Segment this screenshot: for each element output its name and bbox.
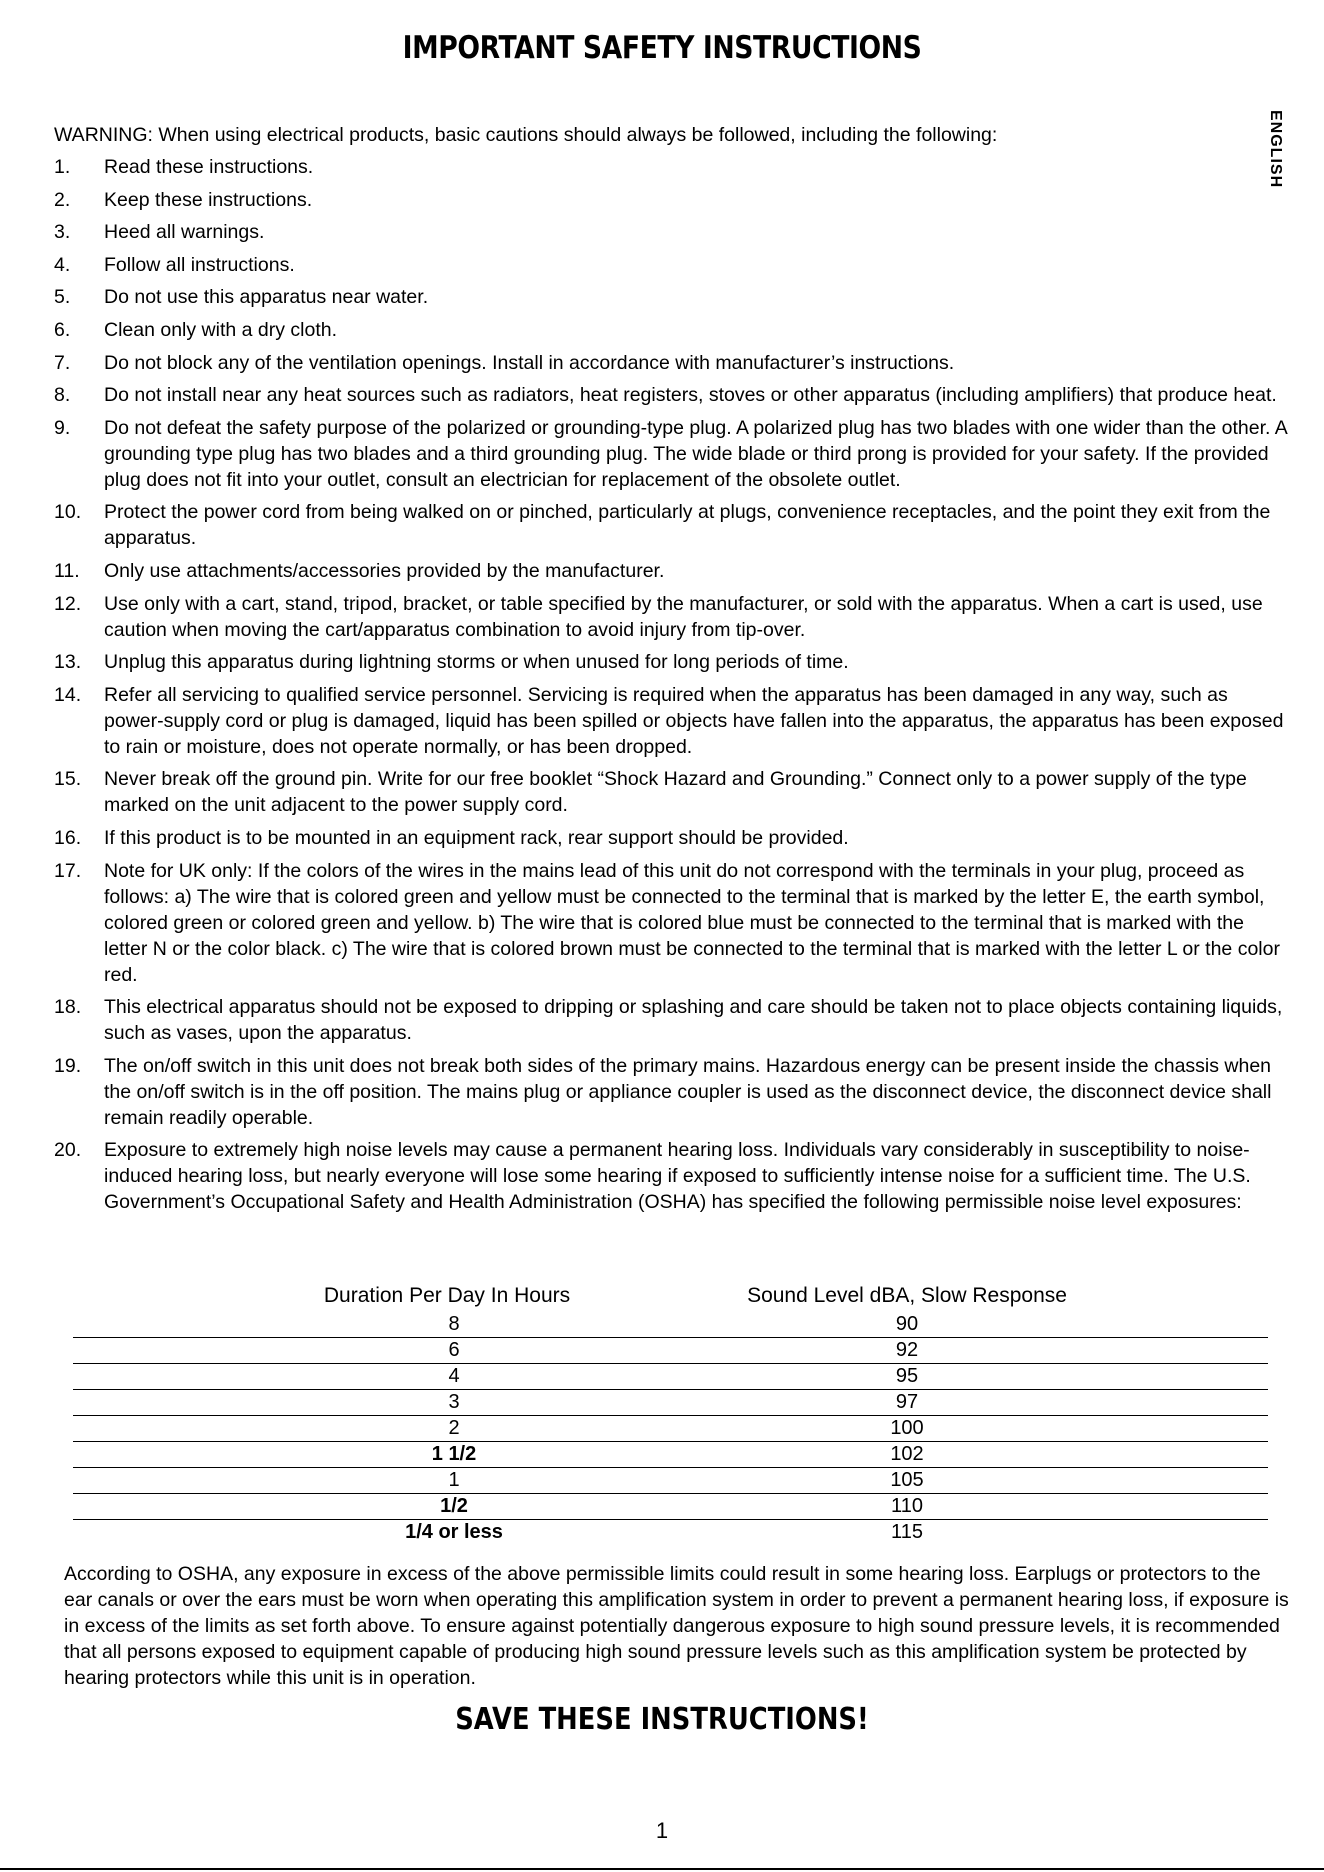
list-item	[54, 994, 1290, 1046]
item-number: 7.	[54, 351, 71, 374]
table-row	[73, 1338, 1268, 1364]
item-text: This electrical apparatus should not be exposed to dripping or splashing and care should be taken not to place objects containing liquids, such as vases, upon the apparatus.	[104, 996, 1283, 1045]
item-text: Only use attachments/accessories provided by the manufacturer.	[104, 559, 665, 582]
item-number: 13.	[54, 651, 82, 674]
item-text: Clean only with a dry cloth.	[104, 318, 338, 341]
duration-cell: 6	[448, 1339, 460, 1361]
list-item	[54, 382, 1290, 408]
item-number: 6.	[54, 318, 71, 341]
list-item	[54, 350, 1290, 376]
table-row	[73, 1312, 1268, 1338]
item-number: 4.	[54, 253, 71, 276]
item-number: 12.	[54, 592, 82, 615]
item-text: Do not use this apparatus near water.	[104, 286, 429, 309]
item-text: Refer all servicing to qualified service personnel. Servicing is required when the apparatus has been damaged in any way, such as power-supply cord or plug is damaged, liquid has been spilled or objects have fallen into the apparatus, the apparatus has been exposed to rain or moisture, does not operate normally, or has been dropped.	[104, 683, 1284, 758]
item-text: If this product is to be mounted in an equipment rack, rear support should be provided.	[104, 826, 849, 849]
save-instructions-heading: SAVE THESE INSTRUCTIONS!	[455, 1702, 869, 1737]
sound-level-cell: 102	[890, 1443, 924, 1465]
list-item	[54, 219, 1290, 245]
instructions-list	[54, 154, 1290, 1222]
list-item	[54, 415, 1290, 493]
list-item	[54, 591, 1290, 643]
table-row	[73, 1442, 1268, 1468]
item-text: Do not install near any heat sources such as radiators, heat registers, stoves or other apparatus (including amplifiers) that produce heat.	[104, 384, 1277, 407]
list-item	[54, 252, 1290, 278]
item-number: 9.	[54, 416, 71, 439]
table-row	[73, 1416, 1268, 1442]
item-number: 16.	[54, 826, 82, 849]
list-item	[54, 187, 1290, 213]
item-number: 14.	[54, 683, 82, 706]
item-number: 3.	[54, 221, 71, 244]
table-row	[73, 1468, 1268, 1494]
duration-cell: 1/4 or less	[405, 1521, 503, 1543]
duration-cell: 8	[448, 1313, 460, 1335]
list-item	[54, 284, 1290, 310]
sound-level-cell: 115	[891, 1521, 923, 1543]
item-text: The on/off switch in this unit does not break both sides of the primary mains. Hazardous energy can be present inside the chassis when the on/off switch is in the off position. The mains plug or appliance coupler is used as the disconnect device, the disconnect device shall remain readily operable.	[104, 1054, 1272, 1129]
duration-cell: 1/2	[440, 1495, 468, 1517]
sound-level-cell: 100	[890, 1417, 924, 1439]
item-number: 1.	[54, 156, 71, 178]
duration-cell: 3	[448, 1391, 460, 1413]
list-item	[54, 682, 1290, 760]
list-item	[54, 858, 1290, 988]
bottom-rule	[0, 1868, 1324, 1870]
duration-cell: 4	[448, 1365, 460, 1387]
item-text: Never break off the ground pin. Write for our free booklet “Shock Hazard and Grounding.” Connect only to a power supply of the type marked on the unit adjacent to the power supply cord.	[104, 768, 1247, 817]
table-row	[73, 1494, 1268, 1520]
item-text: Heed all warnings.	[104, 221, 265, 244]
item-number: 5.	[54, 286, 71, 309]
page-number: 1	[655, 1818, 669, 1843]
item-text: Note for UK only: If the colors of the wires in the mains lead of this unit do not correspond with the terminals in your plug, proceed as follows: a) The wire that is colored green and yellow must be connected to the terminal that is marked by the letter E, the earth symbol, colored green or colored green and yellow. b) The wire that is colored blue must be connected to the terminal that is marked with the letter N or the color black. c) The wire that is colored brown must be connected to the terminal that is marked with the letter L or the color red.	[104, 859, 1280, 986]
item-text: Use only with a cart, stand, tripod, bracket, or table specified by the manufacturer, or sold with the apparatus. When a cart is used, use caution when moving the cart/apparatus combination to avoid injury from tip-over.	[104, 592, 1263, 641]
item-text: Follow all instructions.	[104, 253, 295, 276]
item-text: Do not block any of the ventilation openings. Install in accordance with manufacturer’s instructions.	[104, 351, 955, 374]
table-body	[73, 1312, 1268, 1545]
item-number: 11.	[54, 559, 80, 582]
item-text: Do not defeat the safety purpose of the polarized or grounding-type plug. A polarized plug has two blades with one wider than the other. A grounding type plug has two blades and a third grounding plug. The wide blade or third prong is provided for your safety. If the provided plug does not fit into your outlet, consult an electrician for replacement of the obsolete outlet.	[104, 416, 1287, 491]
sound-level-cell: 105	[890, 1469, 924, 1491]
table-row	[73, 1390, 1268, 1416]
item-number: 2.	[54, 188, 71, 211]
page-title: IMPORTANT SAFETY INSTRUCTIONS	[402, 30, 922, 66]
item-number: 8.	[54, 384, 71, 407]
duration-cell: 1	[448, 1469, 460, 1491]
table-row	[73, 1364, 1268, 1390]
sound-level-cell: 110	[891, 1495, 923, 1517]
item-text: Read these instructions.	[104, 156, 314, 178]
table-row	[73, 1520, 1268, 1545]
osha-paragraph: According to OSHA, any exposure in excess of the above permissible limits could result in some hearing loss. Earplugs or protectors to the ear canals or over the ears must be worn when operating this amplification system in order to prevent a permanent hearing loss, if exposure is in excess of the limits as set forth above. To ensure against potentially dangerous exposure to high sound pressure levels, it is recommended that all persons exposed to equipment capable of producing high sound pressure levels such as this amplification system be protected by hearing protectors while this unit is in operation.	[64, 1563, 1289, 1689]
sound-level-cell: 97	[895, 1391, 919, 1413]
list-item	[54, 649, 1290, 675]
duration-cell: 1 1/2	[431, 1443, 477, 1465]
item-text: Exposure to extremely high noise levels may cause a permanent hearing loss. Individuals vary considerably in susceptibility to noise-induced hearing loss, but nearly everyone will lose some hearing if exposed to sufficiently intense noise for a sufficient time. The U.S. Government’s Occupational Safety and Health Administration (OSHA) has specified the following permissible noise level exposures:	[104, 1139, 1251, 1214]
table-header	[73, 1284, 1268, 1312]
list-item	[54, 558, 1290, 584]
noise-exposure-table	[73, 1284, 1268, 1545]
list-item	[54, 1137, 1290, 1215]
list-item	[54, 499, 1290, 551]
list-item	[54, 317, 1290, 343]
item-number: 15.	[54, 768, 82, 791]
list-item	[54, 154, 1290, 180]
sound-level-cell: 92	[895, 1339, 919, 1361]
warning-intro: WARNING: When using electrical products, basic cautions should always be followed, including the following:	[54, 124, 998, 146]
item-number: 18.	[54, 996, 82, 1019]
sound-level-cell: 95	[895, 1365, 919, 1387]
item-number: 17.	[54, 859, 82, 882]
duration-cell: 2	[448, 1417, 460, 1439]
item-number: 19.	[54, 1054, 82, 1077]
header-duration: Duration Per Day In Hours	[323, 1284, 571, 1307]
list-item	[54, 766, 1290, 818]
item-number: 10.	[54, 501, 82, 524]
item-text: Protect the power cord from being walked on or pinched, particularly at plugs, convenience receptacles, and the point they exit from the apparatus.	[104, 501, 1271, 550]
list-item	[54, 1053, 1290, 1131]
sound-level-cell: 90	[895, 1313, 919, 1335]
item-text: Keep these instructions.	[104, 188, 313, 211]
language-tab: ENGLISH	[1267, 110, 1284, 189]
item-text: Unplug this apparatus during lightning storms or when unused for long periods of time.	[104, 651, 849, 674]
item-number: 20.	[54, 1139, 82, 1162]
list-item	[54, 825, 1290, 851]
header-sound-level: Sound Level dBA, Slow Response	[747, 1284, 1067, 1307]
